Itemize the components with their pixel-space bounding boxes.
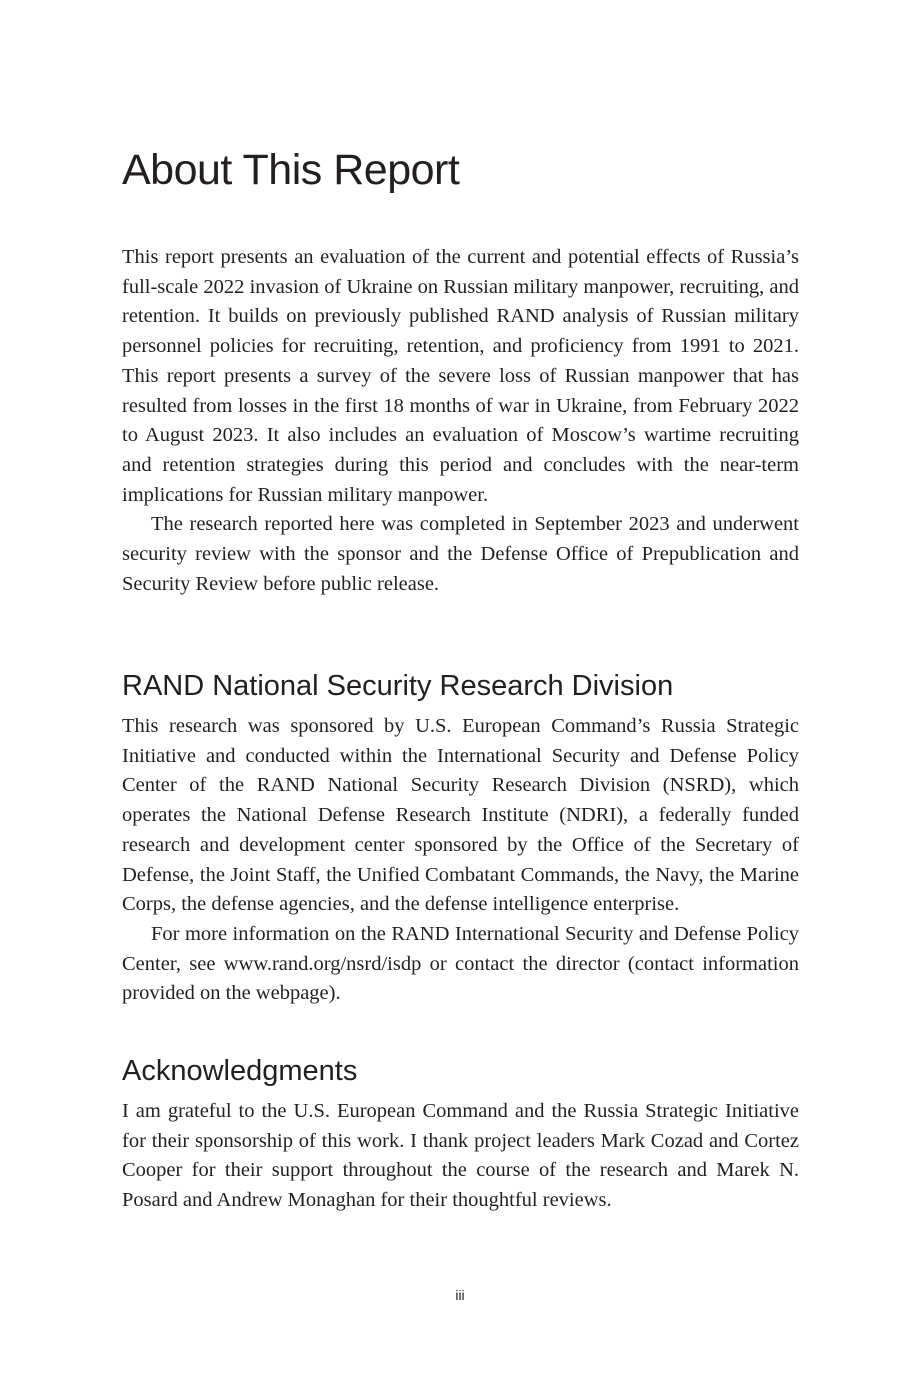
page-number: iii [455,1287,465,1303]
intro-section [122,243,799,599]
nsrd-paragraph-1: This research was sponsored by U.S. European Command’s Russia Strategic Initiative and conducted within the International Security and Defense Policy Center of the RAND National Security Research Division (NSRD), which operates the National Defense Research Institute (NDRI), a federally funded research and development center sponsored by the Office of the Secretary of Defense, the Joint Staff, the Unified Combatant Commands, the Navy, the Marine Corps, the defense agencies, and the defense intelligence enterprise. [122,715,799,916]
acknowledgments-paragraph: I am grateful to the U.S. European Command and the Russia Strategic Initiative for their sponsorship of this work. I thank project leaders Mark Cozad and Cortez Cooper for their support throughout the course of the research and Marek N. Posard and Andrew Monaghan for their thoughtful reviews. [122,1100,799,1212]
acknowledgments-heading: Acknowledgments [122,1055,358,1087]
acknowledgments-section [122,1053,799,1216]
nsrd-section [122,668,799,1009]
intro-paragraph-2: The research reported here was completed in September 2023 and underwent security review with the sponsor and the Defense Office of Prepublication and Security Review before public release. [122,513,799,595]
nsrd-paragraph-2: For more information on the RAND International Security and Defense Policy Center, see www.rand.org/nsrd/isdp or contact the director (contact information provided on the webpage). [122,922,799,1005]
intro-paragraph-1: This report presents an evaluation of the current and potential effects of Russia’s full-scale 2022 invasion of Ukraine on Russian military manpower, recruiting, and retention. It builds on previously published RAND analysis of Russian military personnel policies for recruiting, retention, and proficiency from 1991 to 2021. This report presents a survey of the severe loss of Russian manpower that has resulted from losses in the first 18 months of war in Ukraine, from February 2022 to August 2023. It also includes an evaluation of Moscow’s wartime recruiting and retention strategies during this period and concludes with the near-term implications for Russian military manpower. [122,246,799,506]
page-title: About This Report [122,146,460,194]
nsrd-heading: RAND National Security Research Division [122,670,674,702]
